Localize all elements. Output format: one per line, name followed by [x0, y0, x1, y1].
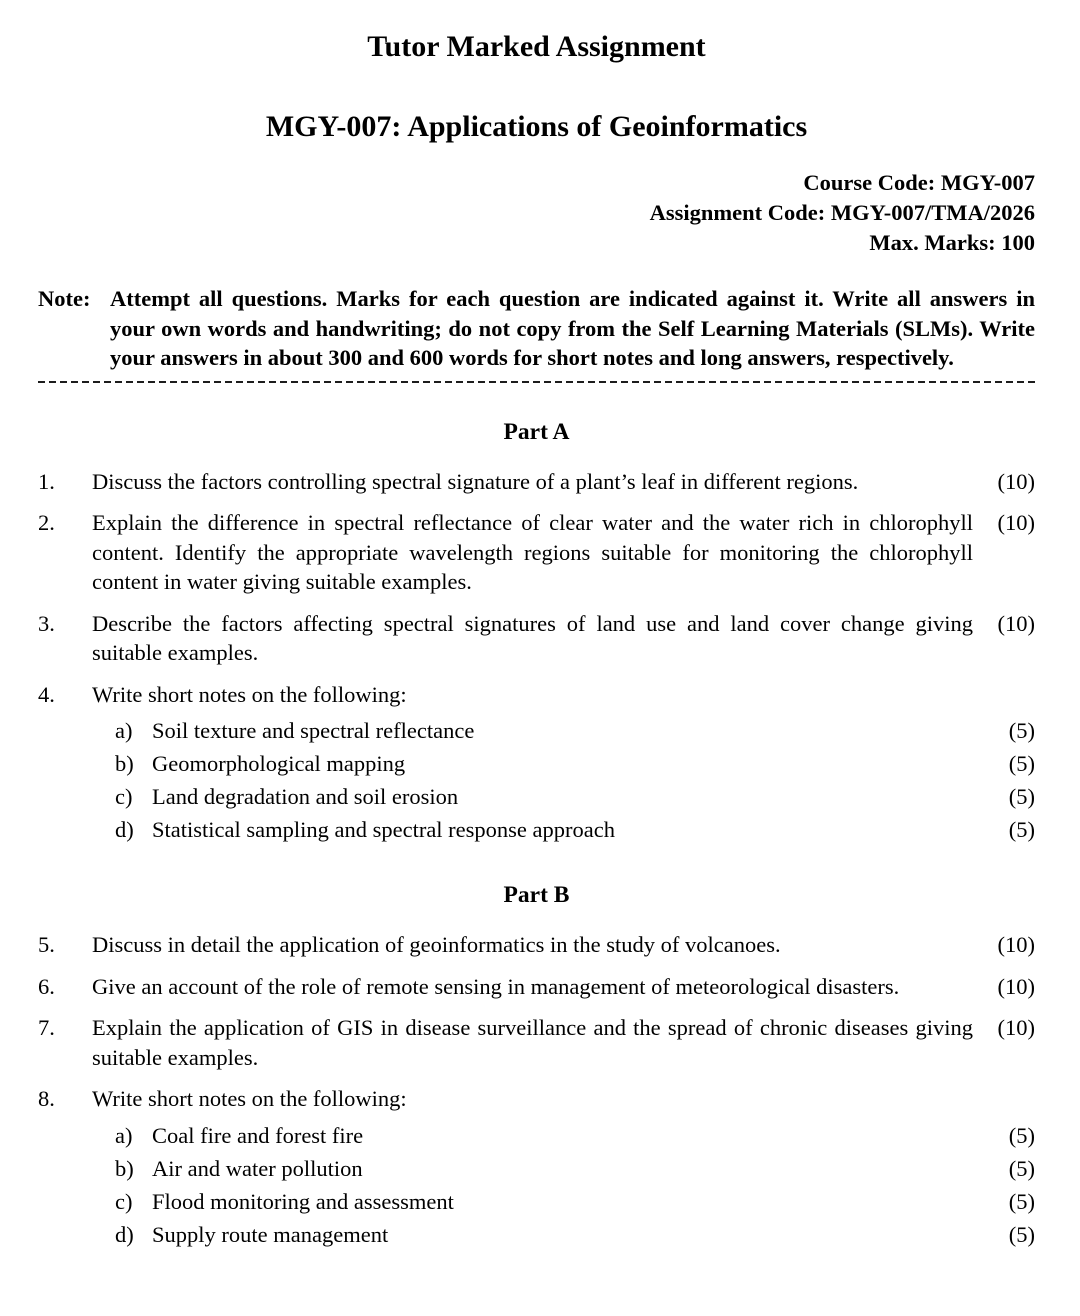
subitem-marks: (5): [1008, 1122, 1035, 1148]
note-label: Note:: [38, 286, 91, 311]
question-marks: (10): [997, 468, 1035, 494]
dashed-divider: [38, 381, 1035, 383]
question-marks: (10): [997, 932, 1035, 957]
subitem-indent: [38, 1119, 115, 1152]
question-row: [38, 508, 1035, 597]
question-text: Discuss the factors controlling spectral signature of a plant’s leaf in different regions.: [92, 468, 859, 494]
subitem-indent: [38, 714, 115, 747]
subitem-marks: (5): [1008, 1188, 1035, 1214]
subitem-row: [38, 1185, 1035, 1218]
assignment-code: Assignment Code: MGY-007/TMA/2026: [649, 200, 1035, 225]
question-row: [38, 1013, 1035, 1072]
question-row: [38, 680, 1035, 710]
question-number: 7.: [38, 1015, 55, 1040]
question-number: 3.: [38, 610, 55, 636]
subitem-letter: c): [115, 1188, 133, 1214]
subitem-row: [38, 1152, 1035, 1185]
question-number: 2.: [38, 510, 55, 535]
subitem-letter: a): [115, 1122, 133, 1148]
subitem-indent: [38, 1152, 115, 1185]
question-marks: (10): [997, 1015, 1035, 1040]
subitem-marks: (5): [1008, 751, 1035, 776]
question-row: [38, 930, 1035, 960]
subitem-row: [38, 780, 1035, 813]
subitem-row: [38, 1119, 1035, 1152]
question-text: Discuss in detail the application of geoinformatics in the study of volcanoes.: [92, 932, 781, 957]
subitem-marks: (5): [1008, 1221, 1035, 1247]
question-row: [38, 972, 1035, 1002]
subitem-text: Soil texture and spectral reflectance: [152, 718, 475, 743]
subitem-indent: [38, 780, 115, 813]
subitem-indent: [38, 1185, 115, 1218]
subitem-letter: a): [115, 718, 133, 743]
page-title: Tutor Marked Assignment: [367, 30, 706, 63]
questions-area: [38, 417, 1035, 1251]
question-text: Explain the application of GIS in disease surveillance and the spread of chronic diseases giving suitable examples.: [92, 1015, 973, 1070]
question-marks: (10): [997, 510, 1035, 535]
subitem-row: [38, 747, 1035, 780]
subitem-text: Land degradation and soil erosion: [152, 784, 459, 809]
question-number: 4.: [38, 681, 55, 707]
question-marks: (10): [997, 973, 1035, 999]
section-heading: Part A: [503, 418, 570, 445]
question-marks: [973, 680, 1035, 710]
subitem-text: Flood monitoring and assessment: [152, 1188, 454, 1214]
question-row: [38, 467, 1035, 497]
subitem-text: Air and water pollution: [152, 1155, 363, 1181]
subitem-letter: b): [115, 1155, 134, 1181]
subitem-letter: b): [115, 751, 134, 776]
subitem-indent: [38, 813, 115, 846]
note-block: [38, 284, 1035, 373]
question-text: Give an account of the role of remote sensing in management of meteorological disasters.: [92, 973, 900, 999]
course-code: Course Code: MGY-007: [803, 170, 1035, 195]
max-marks: Max. Marks: 100: [869, 230, 1035, 255]
question-text: Explain the difference in spectral reflectance of clear water and the water rich in chlorophyll content. Identify the appropriate wavelength regions suitable for monitoring the chlorophyll content in water giving suitable examples.: [92, 510, 973, 594]
question-marks: [973, 1084, 1035, 1114]
subitem-text: Geomorphological mapping: [152, 751, 406, 776]
subitem-text: Statistical sampling and spectral response approach: [152, 817, 615, 842]
subitem-indent: [38, 747, 115, 780]
subitem-row: [38, 714, 1035, 747]
question-text: Write short notes on the following:: [92, 681, 407, 707]
subitem-letter: d): [115, 817, 134, 842]
subitem-row: [38, 1218, 1035, 1251]
subitem-marks: (5): [1008, 784, 1035, 809]
question-number: 5.: [38, 932, 55, 957]
subitem-letter: d): [115, 1221, 134, 1247]
subitem-marks: (5): [1008, 817, 1035, 842]
subitem-letter: c): [115, 784, 133, 809]
question-row: [38, 609, 1035, 668]
question-marks: (10): [997, 610, 1035, 636]
course-title: MGY-007: Applications of Geoinformatics: [265, 110, 808, 143]
subitem-text: Supply route management: [152, 1221, 389, 1247]
subitem-marks: (5): [1008, 718, 1035, 743]
subitem-row: [38, 813, 1035, 846]
codes-block: [38, 168, 1035, 258]
question-row: [38, 1084, 1035, 1114]
subitem-indent: [38, 1218, 115, 1251]
question-number: 6.: [38, 973, 55, 999]
question-number: 1.: [38, 468, 55, 494]
question-number: 8.: [38, 1086, 55, 1111]
section-heading: Part B: [503, 882, 570, 908]
subitem-text: Coal fire and forest fire: [152, 1122, 364, 1148]
subitem-marks: (5): [1008, 1155, 1035, 1181]
question-text: Describe the factors affecting spectral signatures of land use and land cover change giving suitable examples.: [92, 610, 973, 665]
question-text: Write short notes on the following:: [92, 1086, 407, 1111]
note-text: Attempt all questions. Marks for each question are indicated against it. Write all answers in your own words and handwriting; do not copy from the Self Learning Materials (SLMs). Write your answers in about 300 and 600 words for short notes and long answers, respectively.: [110, 286, 1035, 370]
